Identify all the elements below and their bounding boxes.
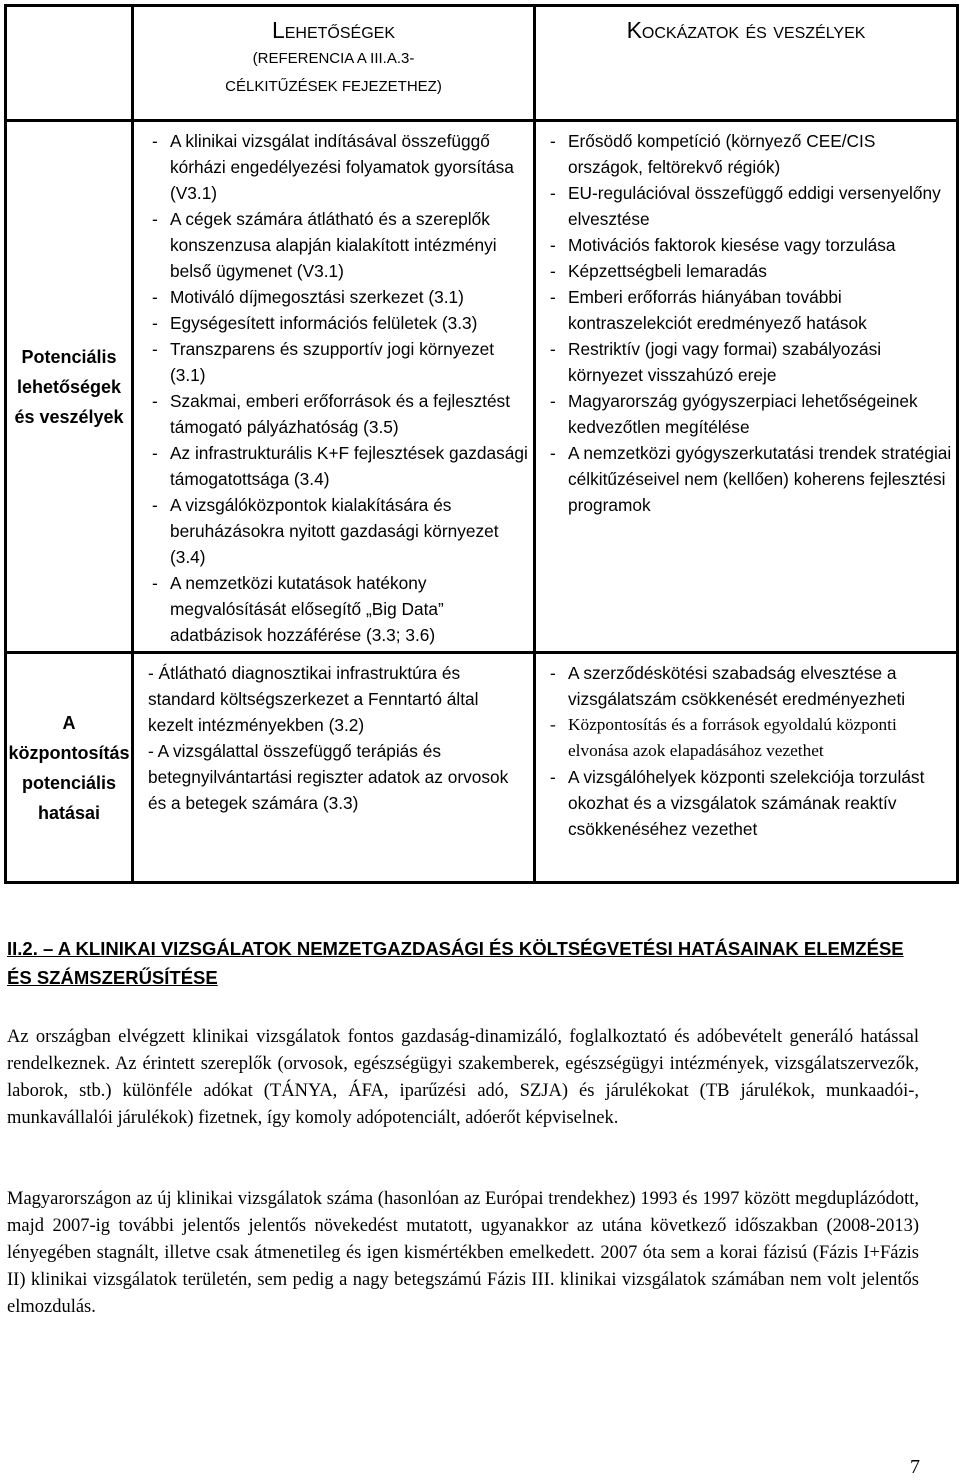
opportunity-item: - Egységesített információs felületek (3.3) [148,310,529,336]
paragraph-1: Az országban elvégzett klinikai vizsgálatok fontos gazdaság-dinamizáló, foglalkoztató és adóbevételt generáló hatással rendelkeznek. Az érintett szereplők (orvosok, egészségügyi szakemberek, egészségügyi intézmények, vizsgálatszervezők, laborok, stb.) különféle adókat (TÁNYA, ÁFA, iparűzési adó, SZJA) és járulékokat (TB járulékok, munkaadói-, munkavállalói járulékok) fizetnek, így komoly adópotenciált, adóerőt képviselnek. [7,1027,919,1128]
risk-item: - A nemzetközi gyógyszerkutatási trendek stratégiai célkitűzéseivel nem (kellően) koherens fejlesztési programok [546,440,952,518]
header-opportunities-title: Lehetőségek [271,17,396,43]
centralization-risks-list [536,654,956,842]
risk-item: - Képzettségbeli lemaradás [546,258,952,284]
risk-item: - Restriktív (jogi vagy formai) szabályozási környezet visszahúzó ereje [546,336,952,388]
paragraph-2: Magyarországon az új klinikai vizsgálatok száma (hasonlóan az Európai trendekhez) 1993 és 1997 között megduplázódott, majd 2007-ig további jelentős jelentős növekedést mutatott, ugyanakkor az utána következő időszakban (2008-2013) lényegében stagnált, illetve csak átmenetileg és igen kismértékben emelkedett. 2007 óta sem a korai fázisú (Fázis I+Fázis II) klinikai vizsgálatok területén, sem pedig a nagy betegszámú Fázis III. klinikai vizsgálatok számában nem volt jelentős elmozdulás. [7,1189,919,1317]
centralization-opportunity-item: - Átlátható diagnosztikai infrastruktúra és standard költségszerkezet a Fenntartó által kezelt intézményekben (3.2) [148,663,479,735]
centralization-risk-item: - A vizsgálóhelyek központi szelekciója torzulást okozhat és a vizsgálatok számának reaktív csökkenéséhez vezethet [546,764,952,842]
centralization-risk-item: - A szerződéskötési szabadság elvesztése a vizsgálatszám csökkenését eredményezheti [546,660,952,712]
opportunity-item: - Szakmai, emberi erőforrások és a fejlesztést támogató pályázhatóság (3.5) [148,388,529,440]
opportunity-item: - A cégek számára átlátható és a szereplők konszenzusa alapján kialakított intézményi belső ügymenet (V3.1) [148,206,529,284]
risk-item: - EU-regulációval összefüggő eddigi versenyelőny elvesztése [546,180,952,232]
cell-centralization-risks [535,653,958,883]
table-row-potential [6,121,958,653]
opportunity-item: - A klinikai vizsgálat indításával összefüggő kórházi engedélyezési folyamatok gyorsítása (V3.1) [148,128,529,206]
header-empty-cell [6,6,133,121]
cell-centralization-opportunities [133,653,535,883]
centralization-opportunities [134,654,533,816]
opportunity-item: - A nemzetközi kutatások hatékony megvalósítását elősegítő „Big Data” adatbázisok hozzáférése (3.3; 3.6) [148,570,529,648]
opportunity-item: - Motiváló díjmegosztási szerkezet (3.1) [148,284,529,310]
header-opportunities [133,6,535,121]
opportunity-item: - Transzparens és szupportív jogi környezet (3.1) [148,336,529,388]
cell-potential-opportunities [133,121,535,653]
header-opportunities-ref: (REFERENCIA A III.A.3- CÉLKITŰZÉSEK FEJEZETHEZ) [225,50,442,95]
risk-item: - Motivációs faktorok kiesése vagy torzulása [546,232,952,258]
centralization-risk-item: - Központosítás és a források egyoldalú központi elvonása azok elapadásához vezethet [546,712,952,764]
table-row-centralization [6,653,958,883]
swot-table [4,4,959,884]
opportunity-item: - A vizsgálóközpontok kialakítására és beruházásokra nyitott gazdasági környezet (3.4) [148,492,529,570]
risks-list [536,122,956,518]
header-risks [535,6,958,121]
risk-item: - Erősödő kompetíció (környező CEE/CIS országok, feltörekvő régiók) [546,128,952,180]
section-heading: II.2. – A KLINIKAI VIZSGÁLATOK NEMZETGAZDASÁGI ÉS KÖLTSÉGVETÉSI HATÁSAINAK ELEMZÉSE ÉS SZÁMSZERŰSÍTÉSE [7,938,904,988]
risk-item: - Emberi erőforrás hiányában további kontraszelekciót eredményező hatások [546,284,952,336]
opportunities-list [134,122,533,648]
header-risks-title: Kockázatok és veszélyek [626,17,866,43]
row-label-centralization: A központosítás potenciális hatásai [6,653,133,883]
centralization-opportunity-item: - A vizsgálattal összefüggő terápiás és betegnyilvántartási regiszter adatok az orvosok és a betegek számára (3.3) [148,741,509,813]
page-number: 7 [910,1456,920,1478]
opportunity-item: - Az infrastrukturális K+F fejlesztések gazdasági támogatottsága (3.4) [148,440,529,492]
table-header-row [6,6,958,121]
cell-potential-risks [535,121,958,653]
risk-item: - Magyarország gyógyszerpiaci lehetőségeinek kedvezőtlen megítélése [546,388,952,440]
row-label-potential: Potenciális lehetőségek és veszélyek [6,121,133,653]
